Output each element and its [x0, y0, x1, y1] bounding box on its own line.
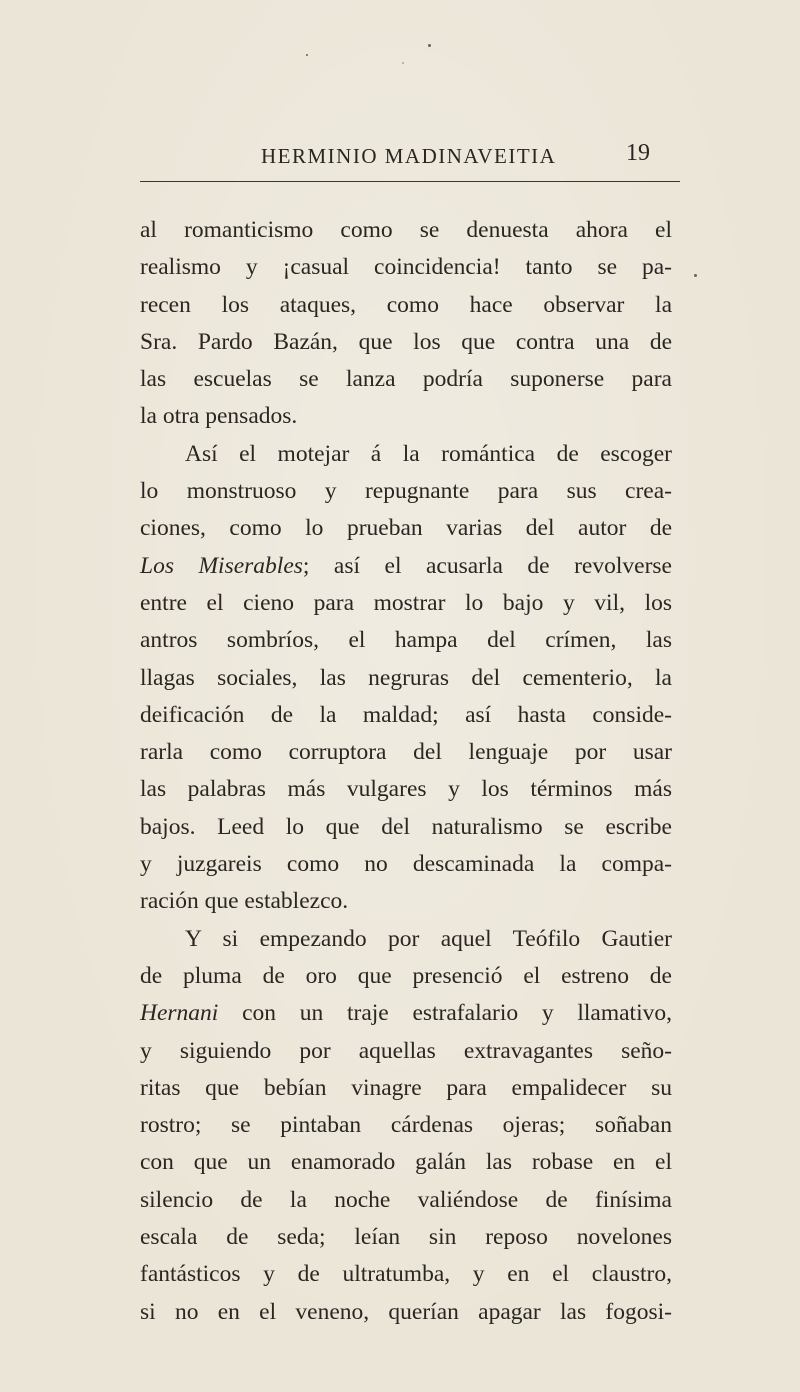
- text-line: Así el motejar á la romántica de escoger: [185, 440, 672, 467]
- text-fragment: ; así el acusarla de revolverse: [302, 552, 672, 579]
- text-line: Y si empezando por aquel Teófilo Gautier: [185, 925, 672, 952]
- text-line: ciones, como lo prueban varias del autor de: [140, 515, 672, 542]
- text-line: silencio de la noche valiéndose de finísima: [140, 1186, 672, 1213]
- text-fragment: con un traje estrafalario y llamativo,: [218, 1000, 672, 1027]
- body-text: [140, 212, 672, 1331]
- text-line: antros sombríos, el hampa del crímen, las: [140, 627, 672, 654]
- text-line: bajos. Leed lo que del naturalismo se escribe: [140, 813, 672, 840]
- text-line: ración que establezco.: [140, 888, 349, 915]
- text-line: y juzgareis como no descaminada la compa-: [140, 851, 672, 878]
- text-line: deificación de la maldad; así hasta conside-: [140, 701, 672, 728]
- text-line: rostro; se pintaban cárdenas ojeras; soñaban: [140, 1112, 672, 1139]
- text-line: si no en el veneno, querían apagar las fogosi-: [140, 1298, 672, 1325]
- italic-title: Hernani: [140, 1000, 219, 1027]
- text-line: Sra. Pardo Bazán, que los que contra una de: [140, 328, 672, 355]
- text-line: las palabras más vulgares y los términos más: [140, 776, 672, 803]
- text-line: entre el cieno para mostrar lo bajo y vil, los: [140, 589, 672, 616]
- text-line: de pluma de oro que presenció el estreno de: [140, 962, 672, 989]
- paper-speck: [428, 44, 431, 47]
- text-line: llagas sociales, las negruras del cementerio, la: [140, 664, 672, 691]
- text-line: con que un enamorado galán las robase en el: [140, 1149, 672, 1176]
- page-number: 19: [626, 140, 650, 166]
- page-header: [140, 138, 680, 178]
- text-line: recen los ataques, como hace observar la: [140, 291, 672, 318]
- text-line: [140, 548, 672, 585]
- text-line: realismo y ¡casual coincidencia! tanto se pa-: [140, 254, 672, 281]
- paper-speck: [694, 274, 697, 277]
- text-line: y siguiendo por aquellas extravagantes seño-: [140, 1037, 672, 1064]
- text-line: la otra pensados.: [140, 403, 298, 430]
- text-line: al romanticismo como se denuesta ahora el: [140, 217, 672, 243]
- italic-title: Los Miserables: [140, 552, 303, 579]
- header-rule: [140, 181, 680, 182]
- text-line: las escuelas se lanza podría suponerse para: [140, 366, 672, 393]
- text-line: escala de seda; leían sin reposo novelones: [140, 1224, 672, 1251]
- text-line: [140, 995, 672, 1032]
- text-line: fantásticos y de ultratumba, y en el claustro,: [140, 1261, 672, 1288]
- text-line: rarla como corruptora del lenguaje por usar: [140, 739, 672, 766]
- paper-speck: [402, 62, 404, 64]
- running-head: HERMINIO MADINAVEITIA: [261, 144, 557, 168]
- paper-speck: [306, 54, 308, 56]
- text-line: ritas que bebían vinagre para empalidecer su: [140, 1074, 672, 1101]
- text-line: lo monstruoso y repugnante para sus crea-: [140, 478, 672, 505]
